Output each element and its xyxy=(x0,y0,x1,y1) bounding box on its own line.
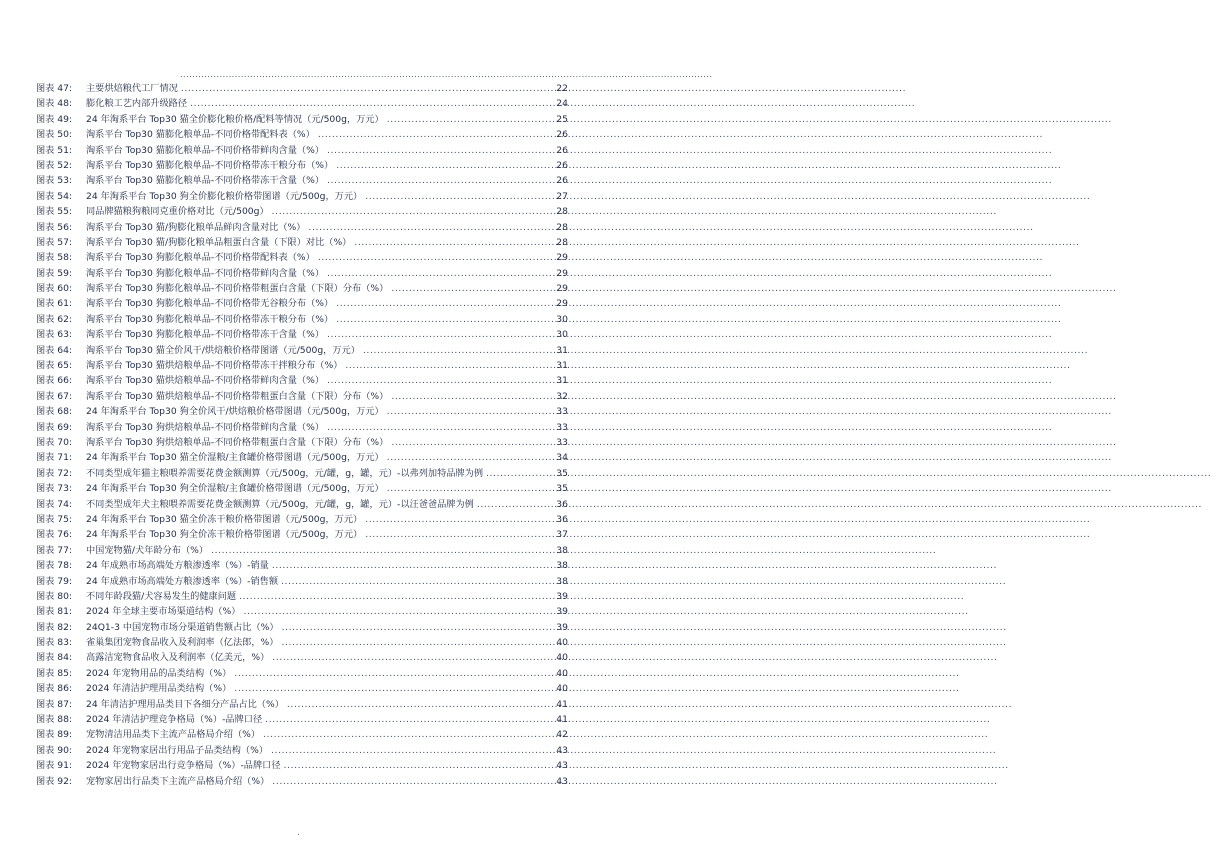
figure-title: 淘系平台 Top30 猫烘焙粮单品-不同价格带粗蛋白含量（下限）分布（%） xyxy=(86,390,389,402)
figure-title: 主要烘焙粮代工厂情况 xyxy=(86,83,178,94)
toc-entry[interactable] xyxy=(36,697,568,712)
dot-leader xyxy=(318,250,547,265)
dot-leader xyxy=(265,712,547,727)
figure-label: 图表 89: xyxy=(36,729,73,741)
figure-title: 淘系平台 Top30 狗膨化粮单品-不同价格带无谷粮分布（%） xyxy=(86,298,334,310)
figure-title: 24 年清洁护理用品类目下各细分产品占比（%） xyxy=(86,698,284,710)
figure-label: 图表 55: xyxy=(36,206,73,218)
dot-leader xyxy=(327,266,547,281)
page-number: 41 xyxy=(556,698,568,710)
page-number: 40 xyxy=(556,637,568,649)
dot-leader xyxy=(391,389,547,404)
figure-label: 图表 71: xyxy=(36,452,73,464)
page-number: 29 xyxy=(556,252,568,264)
page-number: 32 xyxy=(556,390,568,402)
page-number: 29 xyxy=(556,298,568,310)
toc-entry[interactable] xyxy=(36,127,568,142)
figure-label: 图表 67: xyxy=(36,390,73,402)
figure-title: 24 年淘系平台 Top30 狗全价冻干粮价格带图谱（元/500g，万元） xyxy=(86,529,363,541)
toc-entry[interactable] xyxy=(36,543,568,558)
dot-leader xyxy=(391,435,547,450)
figure-title: 2024 年清洁护理竞争格局（%）-品牌口径 xyxy=(86,714,263,726)
figure-title: 高露洁宠物食品收入及利润率（亿美元，%） xyxy=(86,652,270,664)
figure-title: 膨化粮工艺内部升级路径 xyxy=(86,98,188,110)
figure-label: 图表 91: xyxy=(36,760,73,772)
dot-leader xyxy=(391,281,547,296)
toc-entry[interactable] xyxy=(36,143,568,158)
page-number: 36 xyxy=(556,513,568,525)
figure-label: 图表 73: xyxy=(36,483,73,495)
figure-label: 图表 68: xyxy=(36,406,73,418)
page-number: 43 xyxy=(556,744,568,756)
figure-label: 图表 65: xyxy=(36,360,73,372)
page-number: 38 xyxy=(556,544,568,556)
dot-leader xyxy=(387,112,547,127)
dot-leader xyxy=(284,758,547,773)
dot-leader xyxy=(327,173,547,188)
dot-leader xyxy=(190,96,547,111)
page-number: 29 xyxy=(556,283,568,295)
figure-title: 不同类型成年猫主粮喂养需要花费金额测算（元/500g，元/罐，g，罐，元）-以弗列加特品牌为例 xyxy=(86,467,484,479)
page-number: 26 xyxy=(556,129,568,141)
page-number: 26 xyxy=(556,175,568,187)
toc-entry[interactable] xyxy=(36,281,568,296)
figure-label: 图表 64: xyxy=(36,344,73,356)
dot-leader xyxy=(272,650,547,665)
figure-title: 24Q1-3 中国宠物市场分渠道销售额占比（%） xyxy=(86,621,279,633)
figure-title: 24 年淘系平台 Top30 狗全价膨化粮价格带图谱（元/500g，万元） xyxy=(86,190,363,202)
figure-label: 图表 50: xyxy=(36,129,73,141)
figure-label: 图表 52: xyxy=(36,159,73,171)
toc-entry[interactable] xyxy=(36,404,568,419)
toc-entry[interactable] xyxy=(36,604,568,619)
figure-label: 图表 78: xyxy=(36,560,73,572)
figure-title: 同品牌猫粮狗粮同克重价格对比（元/500g） xyxy=(86,206,269,218)
page-number: 28 xyxy=(556,221,568,233)
dot-leader xyxy=(327,143,547,158)
page-number: 38 xyxy=(556,560,568,572)
figure-title: 雀巢集团宠物食品收入及利润率（亿法郎，%） xyxy=(86,637,279,649)
dot-leader xyxy=(336,312,547,327)
figure-label: 图表 84: xyxy=(36,652,73,664)
page-number: 34 xyxy=(556,452,568,464)
page-number: 43 xyxy=(556,760,568,772)
figure-title: 24 年成熟市场高端处方粮渗透率（%）-销量 xyxy=(86,560,269,572)
toc-entry[interactable] xyxy=(36,173,568,188)
page-number: 29 xyxy=(556,267,568,279)
toc-entry[interactable] xyxy=(36,389,568,404)
toc-entry[interactable] xyxy=(36,758,568,773)
page-number: 42 xyxy=(556,729,568,741)
figure-title: 2024 年宠物用品的品类结构（%） xyxy=(86,667,232,679)
figure-label: 图表 86: xyxy=(36,683,73,695)
toc-entry[interactable] xyxy=(36,235,568,250)
figure-title: 24 年淘系平台 Top30 猫全价膨化粮价格/配料等情况（元/500g，万元） xyxy=(86,113,384,125)
page-number: 40 xyxy=(556,683,568,695)
figure-title: 2024 年全球主要市场渠道结构（%） xyxy=(86,606,241,618)
figure-title: 2024 年宠物家居出行竞争格局（%）-品牌口径 xyxy=(86,760,281,772)
figure-title: 淘系平台 Top30 猫烘焙粮单品-不同价格带冻干拌粮分布（%） xyxy=(86,360,343,372)
toc-entry[interactable] xyxy=(36,373,568,388)
figure-title: 宠物家居出行品类下主流产品格局介绍（%） xyxy=(86,775,270,787)
toc-entry[interactable] xyxy=(36,96,568,111)
figure-label: 图表 77: xyxy=(36,544,73,556)
figure-title: 不同年龄段猫/犬容易发生的健康问题 xyxy=(86,590,237,602)
toc-entry[interactable] xyxy=(36,420,568,435)
dot-leader xyxy=(308,220,547,235)
toc-entry[interactable] xyxy=(36,650,568,665)
figure-title: 淘系平台 Top30 猫烘焙粮单品-不同价格带鲜肉含量（%） xyxy=(86,375,325,387)
toc-entry[interactable] xyxy=(36,435,568,450)
figure-label: 图表 81: xyxy=(36,606,73,618)
figure-label: 图表 53: xyxy=(36,175,73,187)
figure-label: 图表 92: xyxy=(36,775,73,787)
figure-label: 图表 57: xyxy=(36,236,73,248)
dot-leader xyxy=(272,774,547,789)
figure-label: 图表 74: xyxy=(36,498,73,510)
page-number: 31 xyxy=(556,375,568,387)
dot-leader xyxy=(365,189,547,204)
toc-entry[interactable] xyxy=(36,81,568,96)
dot-leader xyxy=(263,727,547,742)
toc-entry[interactable] xyxy=(36,327,568,342)
figure-title: 淘系平台 Top30 狗膨化粮单品-不同价格带冻干粮分布（%） xyxy=(86,313,334,325)
figure-title: 淘系平台 Top30 猫膨化粮单品-不同价格带鲜肉含量（%） xyxy=(86,144,325,156)
toc-entry[interactable] xyxy=(36,774,568,789)
dot-leader xyxy=(234,666,547,681)
dot-leader xyxy=(365,512,547,527)
toc-entry[interactable] xyxy=(36,497,568,512)
figure-title: 淘系平台 Top30 猫膨化粮单品-不同价格带配料表（%） xyxy=(86,129,315,141)
figure-label: 图表 58: xyxy=(36,252,73,264)
dot-leader xyxy=(486,466,547,481)
figure-title: 淘系平台 Top30 狗膨化粮单品-不同价格带鲜肉含量（%） xyxy=(86,267,325,279)
figure-label: 图表 62: xyxy=(36,313,73,325)
toc-entry[interactable] xyxy=(36,574,568,589)
footer-mark: . xyxy=(297,828,300,838)
dot-leader xyxy=(271,743,547,758)
dot-leader xyxy=(477,497,547,512)
figure-label: 图表 88: xyxy=(36,714,73,726)
dot-leader xyxy=(327,373,547,388)
toc-entry[interactable] xyxy=(36,666,568,681)
page-number: 39 xyxy=(556,590,568,602)
figure-title: 淘系平台 Top30 猫/狗膨化粮单品鲜肉含量对比（%） xyxy=(86,221,306,233)
page-number: 28 xyxy=(556,206,568,218)
dot-leader xyxy=(345,358,547,373)
dot-leader xyxy=(387,404,547,419)
figure-list xyxy=(36,81,568,789)
page-number: 39 xyxy=(556,606,568,618)
dot-leader xyxy=(281,574,547,589)
dot-leader xyxy=(239,589,547,604)
toc-entry[interactable] xyxy=(36,527,568,542)
toc-entry[interactable] xyxy=(36,481,568,496)
toc-entry[interactable] xyxy=(36,681,568,696)
dot-leader xyxy=(287,697,547,712)
toc-entry[interactable] xyxy=(36,250,568,265)
dot-leader xyxy=(281,635,547,650)
figure-label: 图表 48: xyxy=(36,98,73,110)
toc-entry[interactable] xyxy=(36,343,568,358)
page-number: 28 xyxy=(556,236,568,248)
top-leader-dots: ............................................................................................................................................................................... xyxy=(180,70,713,79)
page-number: 30 xyxy=(556,329,568,341)
figure-label: 图表 70: xyxy=(36,436,73,448)
figure-label: 图表 87: xyxy=(36,698,73,710)
figure-label: 图表 83: xyxy=(36,637,73,649)
figure-label: 图表 47: xyxy=(36,83,73,94)
toc-entry[interactable] xyxy=(36,112,568,127)
toc-entry[interactable] xyxy=(36,358,568,373)
dot-leader xyxy=(327,327,547,342)
figure-title: 2024 年清洁护理用品类结构（%） xyxy=(86,683,232,695)
toc-entry[interactable] xyxy=(36,312,568,327)
page-number: 22 xyxy=(556,83,568,94)
dot-leader xyxy=(354,235,547,250)
figure-title: 24 年淘系平台 Top30 猫全价湿粮/主食罐价格带图谱（元/500g，万元） xyxy=(86,452,384,464)
figure-title: 淘系平台 Top30 狗膨化粮单品-不同价格带粗蛋白含量（下限）分布（%） xyxy=(86,283,389,295)
page-number: 40 xyxy=(556,652,568,664)
toc-entry[interactable] xyxy=(36,466,568,481)
figure-label: 图表 51: xyxy=(36,144,73,156)
figure-title: 淘系平台 Top30 猫膨化粮单品-不同价格带冻干含量（%） xyxy=(86,175,325,187)
figure-title: 2024 年宠物家居出行用品子品类结构（%） xyxy=(86,744,269,756)
figure-label: 图表 49: xyxy=(36,113,73,125)
dot-leader xyxy=(243,604,547,619)
page-number: 36 xyxy=(556,498,568,510)
figure-label: 图表 79: xyxy=(36,575,73,587)
toc-entry[interactable] xyxy=(36,266,568,281)
figure-title: 淘系平台 Top30 狗烘焙粮单品-不同价格带鲜肉含量（%） xyxy=(86,421,325,433)
figure-label: 图表 60: xyxy=(36,283,73,295)
toc-entry[interactable] xyxy=(36,158,568,173)
page-number: 24 xyxy=(556,98,568,110)
toc-entry[interactable] xyxy=(36,727,568,742)
toc-entry[interactable] xyxy=(36,220,568,235)
figure-label: 图表 61: xyxy=(36,298,73,310)
figure-title: 淘系平台 Top30 猫全价风干/烘焙粮价格带图谱（元/500g，万元） xyxy=(86,344,360,356)
figure-title: 淘系平台 Top30 狗烘焙粮单品-不同价格带粗蛋白含量（下限）分布（%） xyxy=(86,436,389,448)
page-number: 37 xyxy=(556,529,568,541)
page-number: 33 xyxy=(556,406,568,418)
figure-title: 淘系平台 Top30 猫/狗膨化粮单品粗蛋白含量（下限）对比（%） xyxy=(86,236,352,248)
toc-entry[interactable] xyxy=(36,189,568,204)
figure-label: 图表 56: xyxy=(36,221,73,233)
dot-leader xyxy=(272,204,547,219)
toc-entry[interactable] xyxy=(36,558,568,573)
figure-label: 图表 76: xyxy=(36,529,73,541)
dot-leader xyxy=(181,81,547,96)
dot-leader xyxy=(336,296,547,311)
dot-leader xyxy=(327,420,547,435)
figure-label: 图表 82: xyxy=(36,621,73,633)
toc-entry[interactable] xyxy=(36,635,568,650)
toc-entry[interactable] xyxy=(36,512,568,527)
figure-title: 淘系平台 Top30 狗膨化粮单品-不同价格带冻干含量（%） xyxy=(86,329,325,341)
figure-title: 淘系平台 Top30 狗膨化粮单品-不同价格带配料表（%） xyxy=(86,252,315,264)
page-number: 31 xyxy=(556,360,568,372)
dot-leader xyxy=(234,681,547,696)
page-number: 26 xyxy=(556,159,568,171)
toc-entry[interactable] xyxy=(36,620,568,635)
toc-entry[interactable] xyxy=(36,712,568,727)
page-number: 40 xyxy=(556,667,568,679)
figure-title: 淘系平台 Top30 猫膨化粮单品-不同价格带冻干粮分布（%） xyxy=(86,159,334,171)
figure-label: 图表 90: xyxy=(36,744,73,756)
toc-entry[interactable] xyxy=(36,450,568,465)
page-number: 41 xyxy=(556,714,568,726)
dot-leader xyxy=(336,158,547,173)
page-number: 25 xyxy=(556,113,568,125)
figure-title: 24 年淘系平台 Top30 狗全价风干/烘焙粮价格带图谱（元/500g，万元） xyxy=(86,406,384,418)
figure-title: 24 年成熟市场高端处方粮渗透率（%）-销售额 xyxy=(86,575,279,587)
figure-label: 图表 54: xyxy=(36,190,73,202)
figure-label: 图表 72: xyxy=(36,467,73,479)
figure-label: 图表 66: xyxy=(36,375,73,387)
figure-label: 图表 85: xyxy=(36,667,73,679)
figure-label: 图表 63: xyxy=(36,329,73,341)
page-number: 33 xyxy=(556,421,568,433)
page-number: 31 xyxy=(556,344,568,356)
figure-label: 图表 59: xyxy=(36,267,73,279)
dot-leader xyxy=(282,620,547,635)
page-number: 33 xyxy=(556,436,568,448)
toc-entry[interactable] xyxy=(36,296,568,311)
page-number: 35 xyxy=(556,467,568,479)
toc-entry[interactable] xyxy=(36,743,568,758)
page-number: 43 xyxy=(556,775,568,787)
figure-label: 图表 75: xyxy=(36,513,73,525)
dot-leader xyxy=(318,127,547,142)
dot-leader xyxy=(387,450,547,465)
figure-title: 24 年淘系平台 Top30 狗全价湿粮/主食罐价格带图谱（元/500g，万元） xyxy=(86,483,384,495)
dot-leader xyxy=(365,527,547,542)
figure-label: 图表 80: xyxy=(36,590,73,602)
toc-entry[interactable] xyxy=(36,589,568,604)
page-number: 26 xyxy=(556,144,568,156)
figure-title: 宠物清洁用品类下主流产品格局介绍（%） xyxy=(86,729,261,741)
toc-entry[interactable] xyxy=(36,204,568,219)
figure-title: 不同类型成年犬主粮喂养需要花费金额测算（元/500g，元/罐，g，罐，元）-以汪爸爸品牌为例 xyxy=(86,498,474,510)
dot-leader xyxy=(272,558,547,573)
page-number: 35 xyxy=(556,483,568,495)
dot-leader xyxy=(211,543,547,558)
figure-title: 24 年淘系平台 Top30 猫全价冻干粮价格带图谱（元/500g，万元） xyxy=(86,513,363,525)
page-number: 30 xyxy=(556,313,568,325)
page-number: 27 xyxy=(556,190,568,202)
page-number: 38 xyxy=(556,575,568,587)
figure-title: 中国宠物猫/犬年龄分布（%） xyxy=(86,544,209,556)
figure-label: 图表 69: xyxy=(36,421,73,433)
dot-leader xyxy=(387,481,547,496)
dot-leader xyxy=(363,343,547,358)
page-number: 39 xyxy=(556,621,568,633)
